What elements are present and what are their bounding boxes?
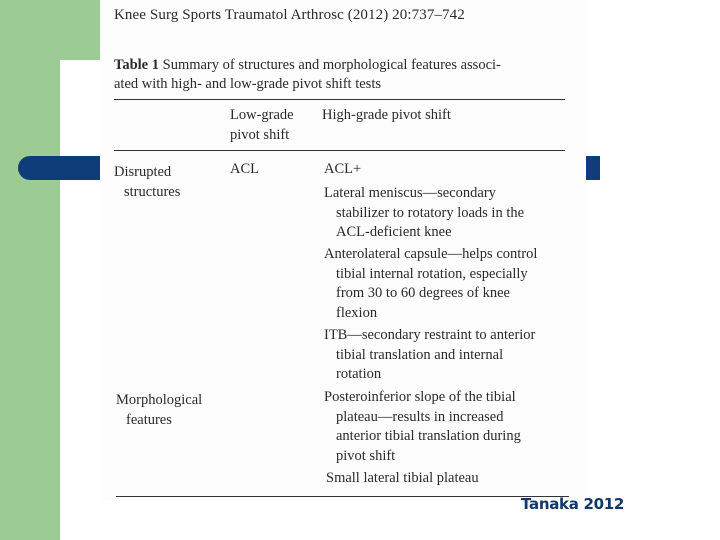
high-item-itb bbox=[324, 326, 535, 385]
high-item-line: from 30 to 60 degrees of knee bbox=[336, 285, 510, 301]
high-item-anterolateral-capsule bbox=[324, 245, 537, 323]
high-item-line: ACL+ bbox=[324, 161, 362, 177]
row1-label-line1: Disrupted bbox=[114, 164, 172, 180]
high-item-line: Lateral meniscus—secondary bbox=[324, 185, 496, 201]
high-item-tibial-slope bbox=[324, 388, 521, 466]
high-item-line: plateau—results in increased bbox=[336, 408, 504, 425]
high-item-line: anterior tibial translation during bbox=[336, 428, 521, 444]
high-item-acl-plus bbox=[324, 160, 361, 180]
journal-header: Knee Surg Sports Traumatol Arthrosc (2012) 20:737–742 bbox=[114, 7, 465, 23]
row-label-morphological-features bbox=[116, 391, 202, 430]
high-item-line: ACL-deficient knee bbox=[336, 224, 452, 240]
rounded-corner bbox=[60, 60, 102, 102]
row2-label-line2: features bbox=[126, 411, 172, 428]
row1-label-line2: structures bbox=[124, 183, 181, 200]
high-item-line: Anterolateral capsule—helps control bbox=[324, 246, 538, 262]
caption-text-line1: Summary of structures and morphological features associ- bbox=[162, 57, 501, 73]
citation-label: Tanaka 2012 bbox=[521, 495, 624, 513]
high-item-line: ITB—secondary restraint to anterior bbox=[324, 327, 536, 343]
high-item-line: flexion bbox=[336, 304, 378, 321]
high-item-line: rotation bbox=[336, 366, 382, 382]
high-item-small-plateau bbox=[326, 469, 479, 489]
high-item-lateral-meniscus bbox=[324, 184, 524, 243]
caption-text-line2: ated with high- and low-grade pivot shift tests bbox=[114, 76, 381, 92]
high-item-line: stabilizer to rotatory loads in the bbox=[336, 204, 525, 221]
scanned-table-image bbox=[100, 0, 586, 500]
row-label-disrupted-structures bbox=[114, 163, 180, 202]
row1-low-grade-cell: ACL bbox=[230, 161, 259, 177]
green-corner-fill bbox=[60, 0, 102, 60]
header-low-line2: pivot shift bbox=[230, 126, 290, 143]
table-header-rule bbox=[114, 150, 565, 151]
header-low-grade bbox=[230, 106, 294, 145]
high-item-line: Small lateral tibial plateau bbox=[326, 470, 479, 486]
header-high-grade: High-grade pivot shift bbox=[322, 107, 451, 123]
high-item-line: pivot shift bbox=[336, 447, 396, 464]
high-item-line: tibial translation and internal bbox=[336, 346, 504, 363]
table-caption bbox=[114, 56, 569, 94]
caption-label: Table 1 bbox=[114, 57, 159, 73]
table-bottom-rule bbox=[116, 496, 569, 497]
table-top-rule bbox=[114, 99, 565, 100]
header-low-line1: Low-grade bbox=[230, 107, 294, 123]
row2-label-line1: Morphological bbox=[116, 392, 203, 408]
high-item-line: Posteroinferior slope of the tibial bbox=[324, 389, 516, 405]
left-green-band bbox=[0, 0, 60, 540]
high-item-line: tibial internal rotation, especially bbox=[336, 265, 528, 282]
